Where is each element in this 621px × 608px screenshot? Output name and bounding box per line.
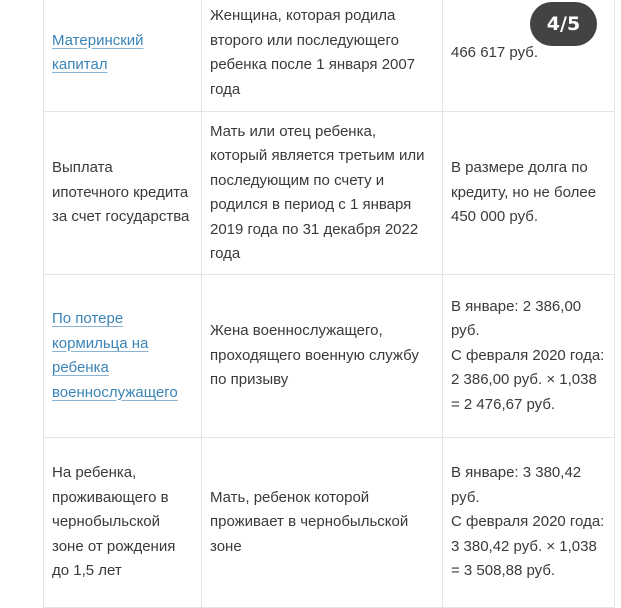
amount-line: С февраля 2020 года: 3 380,42 руб. × 1,038 = 3 508,88 руб.: [451, 513, 605, 580]
benefit-cell: На ребенка, проживающего в чернобыльской зоне от рождения до 1,5 лет: [44, 438, 202, 608]
table-row: [44, 112, 615, 275]
amount-line: В январе: 3 380,42 руб.: [451, 464, 582, 506]
page-counter-badge: 4/5: [530, 2, 597, 46]
benefits-table: [43, 0, 615, 608]
recipient-cell: Жена военнослужащего, проходящего военную службу по призыву: [202, 275, 443, 438]
amount-line: В размере долга по кредиту, но не более 450 000 руб.: [451, 159, 597, 226]
table-row: [44, 275, 615, 438]
recipient-cell: Мать или отец ребенка, который является третьим или последующим по счету и родился в период с 1 января 2019 года по 31 декабря 2022 года: [202, 112, 443, 275]
table-row: [44, 438, 615, 608]
amount-cell: [443, 112, 615, 275]
benefit-cell[interactable]: [44, 0, 202, 112]
recipient-cell: Мать, ребенок которой проживает в чернобыльской зоне: [202, 438, 443, 608]
table-row: [44, 0, 615, 112]
amount-cell: [443, 438, 615, 608]
amount-cell: [443, 275, 615, 438]
amount-line: С февраля 2020 года: 2 386,00 руб. × 1,038 = 2 476,67 руб.: [451, 346, 605, 413]
recipient-cell: Женщина, которая родила второго или последующего ребенка после 1 января 2007 года: [202, 0, 443, 112]
amount-line: 466 617 руб.: [451, 43, 538, 61]
amount-line: В январе: 2 386,00 руб.: [451, 297, 582, 340]
benefit-cell: Выплата ипотечного кредита за счет государства: [44, 112, 202, 275]
survivor-benefit-link[interactable]: По потере кормильца на ребенка военнослужащего: [52, 310, 178, 401]
maternity-capital-link[interactable]: Материнский капитал: [52, 31, 144, 73]
benefit-cell[interactable]: [44, 275, 202, 438]
